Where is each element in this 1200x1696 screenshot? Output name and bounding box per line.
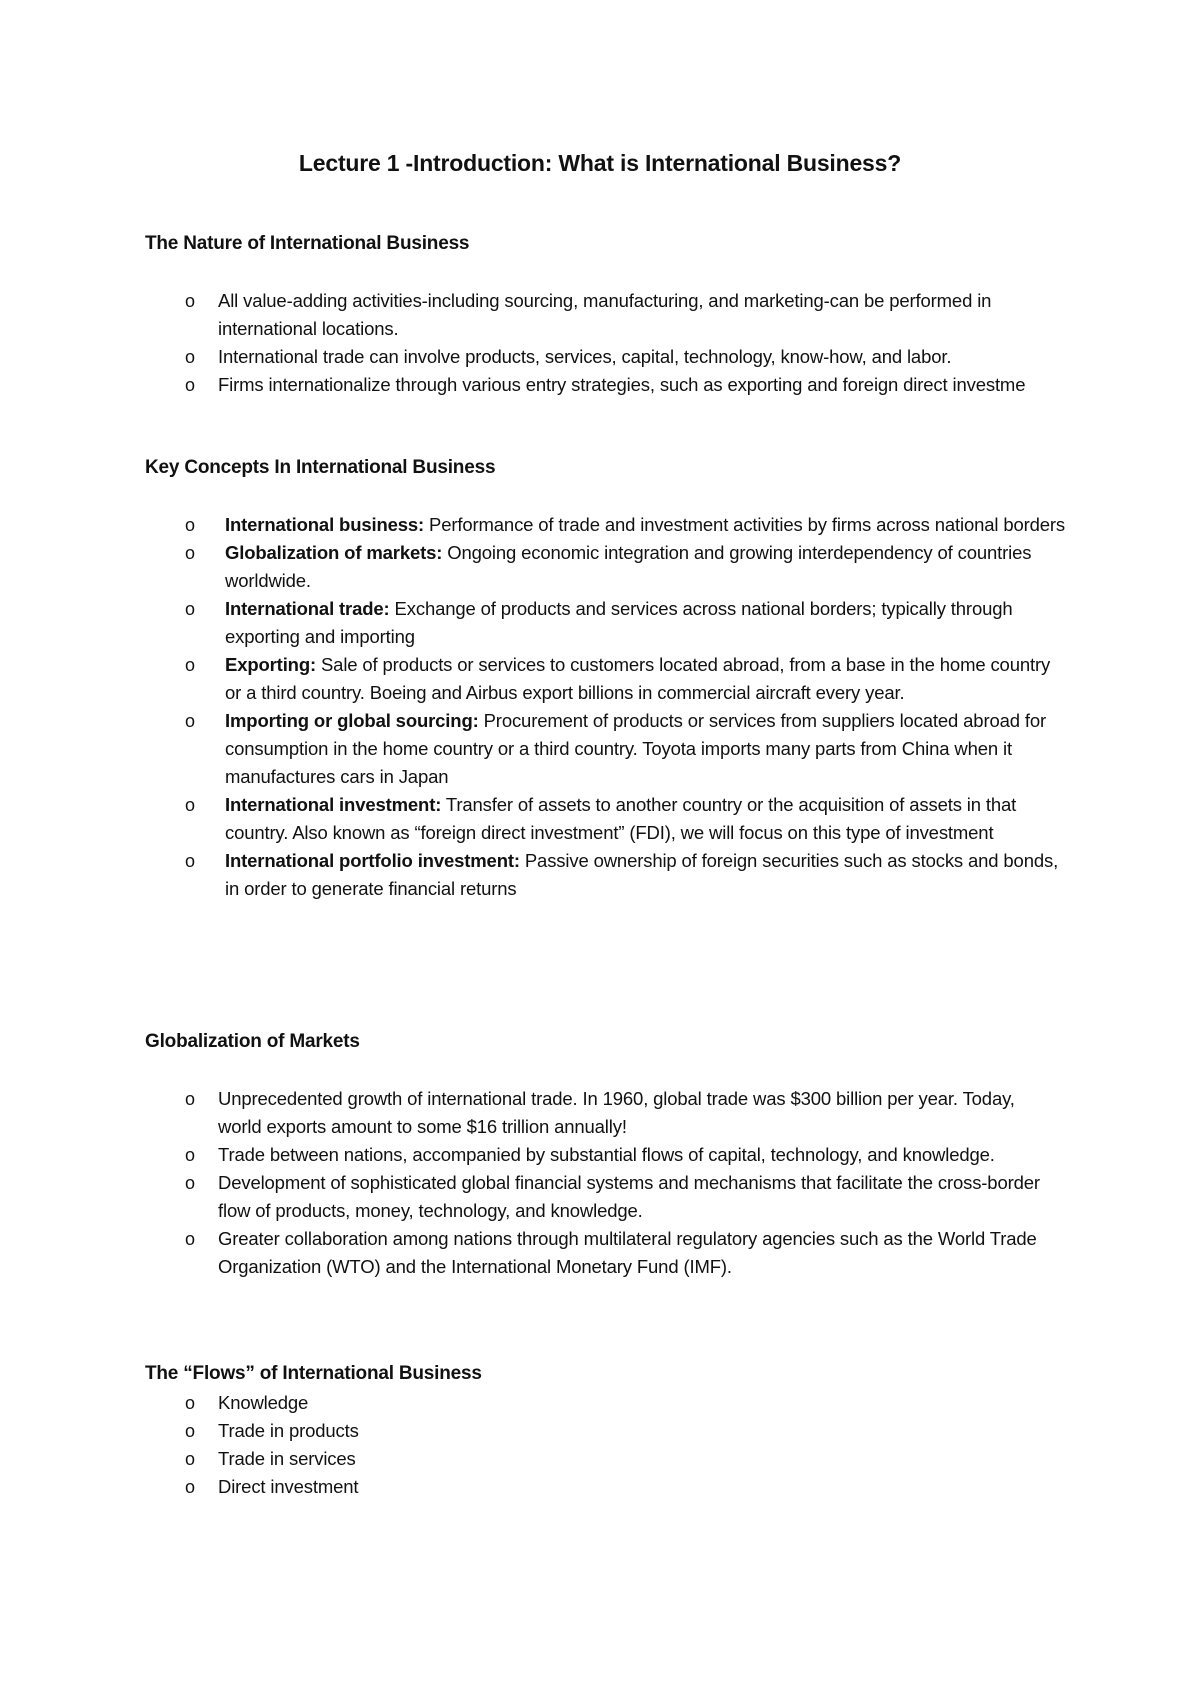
list-item: o Knowledge: [0, 1389, 1200, 1417]
list-item: o Trade in services: [0, 1445, 1200, 1473]
concept-definition: Transfer of assets to another country or the acquisition of assets in that country. Also known as “foreign direct investment” (FDI), we will focus on this type of investment: [225, 794, 1017, 843]
bullet-marker: o: [185, 291, 195, 311]
concept-term: International portfolio investment:: [225, 850, 520, 871]
list-item: [0, 707, 1200, 791]
bullet-marker: o: [185, 1145, 195, 1165]
concept-term: Exporting:: [225, 654, 316, 675]
concept-definition: Sale of products or services to customers located abroad, from a base in the home country or a third country. Boeing and Airbus export billions in commercial aircraft every year.: [225, 654, 1051, 703]
bullet-marker: o: [185, 851, 195, 871]
list-item: o International trade can involve products, services, capital, technology, know-how, and labor.: [0, 343, 1200, 371]
concept-definition: Procurement of products or services from suppliers located abroad for consumption in the home country or a third country. Toyota imports many parts from China when it manufactures cars in Japan: [225, 710, 1046, 787]
concept-definition: Ongoing economic integration and growing interdependency of countries worldwide.: [225, 542, 1032, 591]
concept-definition: Passive ownership of foreign securities such as stocks and bonds, in order to generate financial returns: [225, 850, 1059, 899]
bullet-marker: o: [185, 1173, 195, 1193]
list-item: o Direct investment: [0, 1473, 1200, 1501]
list-item: [0, 511, 1200, 539]
concept-definition: Exchange of products and services across national borders; typically through exporting and importing: [225, 598, 1013, 647]
bullet-marker: o: [185, 1089, 195, 1109]
bullet-marker: o: [185, 1421, 195, 1441]
nature-list: [0, 287, 1200, 399]
concept-term: International business:: [225, 514, 425, 535]
concept-term: International trade:: [225, 598, 390, 619]
concept-definition: Performance of trade and investment activities by firms across national borders: [424, 514, 1065, 535]
bullet-marker: o: [185, 375, 195, 395]
bullet-marker: o: [185, 347, 195, 367]
list-item: o Firms internationalize through various entry strategies, such as exporting and foreign direct investme: [0, 371, 1200, 399]
bullet-marker: o: [185, 655, 195, 675]
bullet-marker: o: [185, 711, 195, 731]
bullet-marker: o: [185, 1449, 195, 1469]
section-heading-globalization: Globalization of Markets: [145, 1031, 360, 1052]
bullet-marker: o: [185, 543, 195, 563]
bullet-marker: o: [185, 1477, 195, 1497]
list-item: [0, 651, 1200, 707]
key-concepts-list: [0, 511, 1200, 903]
list-item: o Development of sophisticated global financial systems and mechanisms that facilitate the cross-border flow of products, money, technology, and knowledge.: [0, 1169, 1200, 1225]
list-item: [0, 539, 1200, 595]
bullet-marker: o: [185, 1393, 195, 1413]
bullet-marker: o: [185, 515, 195, 535]
bullet-marker: o: [185, 599, 195, 619]
bullet-marker: o: [185, 795, 195, 815]
bullet-marker: o: [185, 1229, 195, 1249]
list-item: o All value-adding activities-including sourcing, manufacturing, and marketing-can be performed in international locations.: [0, 287, 1200, 343]
globalization-list: [0, 1085, 1200, 1281]
concept-term: Importing or global sourcing:: [225, 710, 479, 731]
flows-list: [0, 1389, 1200, 1501]
section-heading-key-concepts: Key Concepts In International Business: [145, 457, 496, 478]
page-title: Lecture 1 -Introduction: What is International Business?: [298, 150, 902, 176]
concept-term: International investment:: [225, 794, 442, 815]
list-item: o Trade between nations, accompanied by substantial flows of capital, technology, and knowledge.: [0, 1141, 1200, 1169]
list-item: [0, 847, 1200, 903]
section-heading-flows: The “Flows” of International Business: [145, 1363, 482, 1384]
list-item: o Trade in products: [0, 1417, 1200, 1445]
concept-term: Globalization of markets:: [225, 542, 443, 563]
list-item: o Unprecedented growth of international trade. In 1960, global trade was $300 billion per year. Today, world exports amount to some $16 trillion annually!: [0, 1085, 1200, 1141]
list-item: o Greater collaboration among nations through multilateral regulatory agencies such as the World Trade Organization (WTO) and the International Monetary Fund (IMF).: [0, 1225, 1200, 1281]
section-heading-nature: The Nature of International Business: [145, 233, 470, 254]
list-item: [0, 595, 1200, 651]
list-item: [0, 791, 1200, 847]
